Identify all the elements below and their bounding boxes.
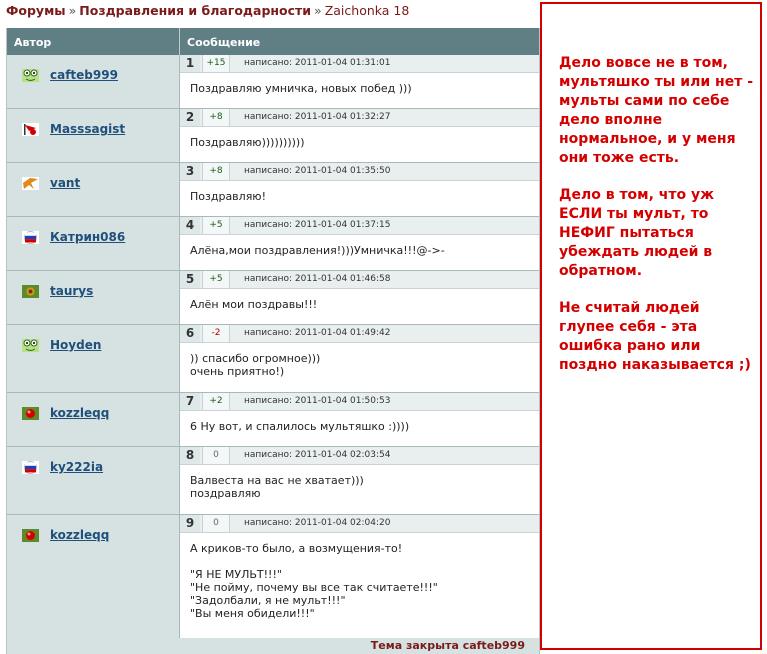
post-number: 4 xyxy=(180,217,200,234)
post-number: 5 xyxy=(180,271,200,288)
author-link[interactable]: kozzleqq xyxy=(50,528,110,542)
post-number: 2 xyxy=(180,109,200,126)
post-row xyxy=(7,55,539,109)
header-divider xyxy=(179,28,180,55)
breadcrumb-forums-link[interactable]: Форумы xyxy=(6,3,66,18)
post-row xyxy=(7,515,539,639)
side-note-paragraph: Не считай людей глупее себя - эта ошибка рано или поздно наказывается ;) xyxy=(559,300,751,373)
post-rating[interactable]: 0 xyxy=(202,515,230,532)
post-rating[interactable]: +8 xyxy=(202,163,230,180)
post-row xyxy=(7,447,539,515)
red-ball-icon xyxy=(22,529,39,542)
post-rating[interactable]: +2 xyxy=(202,393,230,410)
message-column-header: Сообщение xyxy=(187,36,261,49)
post-header xyxy=(180,217,539,235)
post-message-cell xyxy=(180,163,539,216)
author-link[interactable]: cafteb999 xyxy=(50,68,118,82)
author-link[interactable]: Hoyden xyxy=(50,338,102,352)
post-text: 6 Ну вот, и спалилось мультяшко :)))) xyxy=(190,420,410,433)
thread-closed-bar xyxy=(7,638,539,654)
post-header xyxy=(180,447,539,465)
post-author-cell xyxy=(7,447,180,514)
post-rating[interactable]: +5 xyxy=(202,217,230,234)
author-link[interactable]: kozzleqq xyxy=(50,406,110,420)
post-row xyxy=(7,393,539,447)
post-header xyxy=(180,109,539,127)
star-icon xyxy=(22,177,39,190)
post-timestamp: написано: 2011-01-04 01:37:15 xyxy=(244,220,391,230)
post-timestamp: написано: 2011-01-04 01:31:01 xyxy=(244,58,391,68)
post-message-cell xyxy=(180,217,539,270)
post-number: 9 xyxy=(180,515,200,532)
author-link[interactable]: vant xyxy=(50,176,81,190)
side-note-paragraph: Дело в том, что уж ЕСЛИ ты мульт, то НЕФИГ пытаться убеждать людей в обратном. xyxy=(559,187,715,279)
post-number: 8 xyxy=(180,447,200,464)
post-timestamp: написано: 2011-01-04 01:50:53 xyxy=(244,396,391,406)
post-text: Поздравляю! xyxy=(190,190,266,203)
post-row xyxy=(7,325,539,393)
post-row xyxy=(7,163,539,217)
post-timestamp: написано: 2011-01-04 02:03:54 xyxy=(244,450,391,460)
post-message-cell xyxy=(180,109,539,162)
post-number: 7 xyxy=(180,393,200,410)
forum-thread xyxy=(6,28,540,654)
post-number: 3 xyxy=(180,163,200,180)
post-message-cell xyxy=(180,515,539,639)
post-row xyxy=(7,271,539,325)
post-text: Поздравляю)))))))))) xyxy=(190,136,305,149)
post-header xyxy=(180,393,539,411)
post-header xyxy=(180,325,539,343)
post-row xyxy=(7,109,539,163)
post-text: Алёна,мои поздравления!)))Умничка!!!@->- xyxy=(190,244,445,257)
author-link[interactable]: Катрин086 xyxy=(50,230,126,244)
post-number: 1 xyxy=(180,55,200,72)
post-author-cell xyxy=(7,515,180,639)
post-author-cell xyxy=(7,109,180,162)
post-message-cell xyxy=(180,393,539,446)
russia-badge-icon xyxy=(22,231,39,244)
green-badge-icon xyxy=(22,285,39,298)
post-message-cell xyxy=(180,447,539,514)
post-rating[interactable]: +5 xyxy=(202,271,230,288)
post-message-cell xyxy=(180,271,539,324)
breadcrumb-separator: » xyxy=(314,3,322,18)
post-author-cell xyxy=(7,271,180,324)
post-rating[interactable]: -2 xyxy=(202,325,230,342)
post-author-cell xyxy=(7,325,180,392)
post-text: Валвеста на вас не хватает))) поздравляю xyxy=(190,474,364,500)
post-text: Поздравляю умничка, новых побед ))) xyxy=(190,82,412,95)
post-number: 6 xyxy=(180,325,200,342)
author-link[interactable]: Masssagist xyxy=(50,122,126,136)
frog-icon xyxy=(22,339,39,352)
red-ball-icon xyxy=(22,407,39,420)
post-message-cell xyxy=(180,325,539,392)
post-timestamp: написано: 2011-01-04 01:49:42 xyxy=(244,328,391,338)
post-rating[interactable]: +15 xyxy=(202,55,230,72)
russia-badge-icon xyxy=(22,461,39,474)
post-message-cell xyxy=(180,55,539,108)
side-note-paragraph: Дело вовсе не в том, мультяшко ты или нет - мульты сами по себе дело вполне нормальное, и у меня они тоже есть. xyxy=(559,55,754,166)
thread-closed-text: Тема закрыта cafteb999 xyxy=(370,639,525,652)
author-link[interactable]: taurys xyxy=(50,284,94,298)
post-header xyxy=(180,271,539,289)
breadcrumb-section-link[interactable]: Поздравления и благодарности xyxy=(79,3,312,18)
post-timestamp: написано: 2011-01-04 02:04:20 xyxy=(244,518,391,528)
post-timestamp: написано: 2011-01-04 01:46:58 xyxy=(244,274,391,284)
post-author-cell xyxy=(7,217,180,270)
post-header xyxy=(180,163,539,181)
breadcrumb xyxy=(6,3,409,18)
breadcrumb-separator: » xyxy=(68,3,77,18)
post-text: Алён мои поздравы!!! xyxy=(190,298,318,311)
post-author-cell xyxy=(7,393,180,446)
post-author-cell xyxy=(7,163,180,216)
post-header xyxy=(180,515,539,533)
post-rating[interactable]: 0 xyxy=(202,447,230,464)
post-timestamp: написано: 2011-01-04 01:35:50 xyxy=(244,166,391,176)
author-link[interactable]: ky222ia xyxy=(50,460,104,474)
post-text: А криков-то было, а возмущения-то! "Я НЕ МУЛЬТ!!!" "Не пойму, почему вы все так считаете!!!" "Задолбали, я не мульт!!!" "Вы меня обидели!!!" xyxy=(190,542,438,620)
breadcrumb-current: Zaichonka 18 xyxy=(324,3,410,18)
post-timestamp: написано: 2011-01-04 01:32:27 xyxy=(244,112,391,122)
red-flag-icon xyxy=(22,123,39,136)
post-header xyxy=(180,55,539,73)
table-header xyxy=(7,28,539,55)
post-author-cell xyxy=(7,55,180,108)
frog-icon xyxy=(22,69,39,82)
post-rating[interactable]: +8 xyxy=(202,109,230,126)
post-row xyxy=(7,217,539,271)
post-text: )) спасибо огромное))) очень приятно!) xyxy=(190,352,321,378)
side-note-box xyxy=(540,2,762,650)
author-column-header: Автор xyxy=(14,36,52,49)
